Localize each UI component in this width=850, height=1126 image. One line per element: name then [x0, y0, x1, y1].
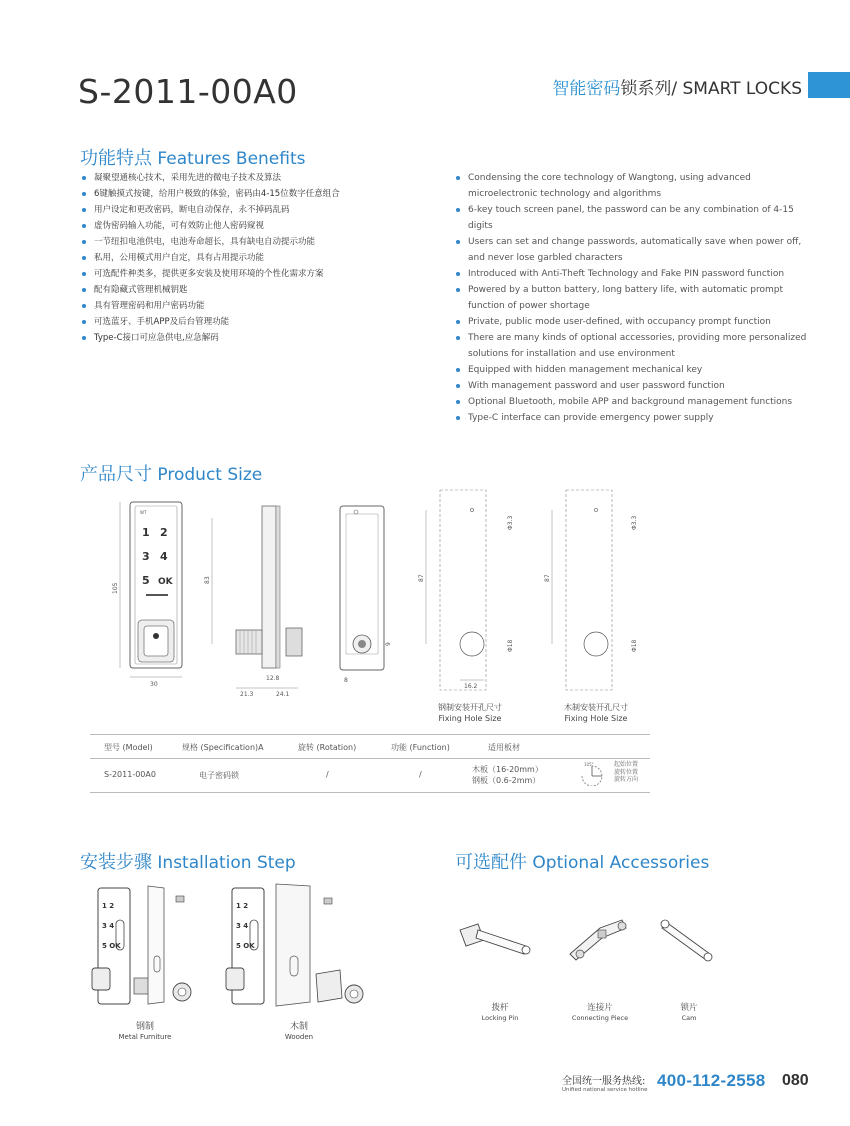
series-cn-rest: 锁系列/	[620, 79, 678, 99]
install-steel-caption	[100, 1022, 190, 1041]
accessories-title-en: Optional Accessories	[527, 853, 710, 873]
accessory-cn: 锁片	[680, 1003, 698, 1013]
list-item: Optional Bluetooth, mobile APP and background management functions	[456, 394, 816, 410]
features-title	[80, 144, 306, 170]
side-view	[204, 506, 302, 698]
row-function: /	[419, 770, 422, 779]
accessories-illustrations	[450, 910, 750, 970]
product-dimension-drawings	[100, 484, 660, 714]
steel-hole-caption-cn: 钢制安装开孔尺寸	[438, 703, 502, 712]
list-item: 虚伪密码输入功能，可有效防止他人密码窥视	[82, 218, 442, 234]
connecting-piece-drawing	[570, 920, 626, 960]
accessory-cam	[664, 1003, 714, 1022]
col-header-function: 功能 (Function)	[391, 743, 450, 752]
list-item: Introduced with Anti-Theft Technology and Fake PIN password function	[456, 266, 816, 282]
series-title	[552, 74, 802, 99]
list-item: 具有管理密码和用户密码功能	[82, 298, 442, 314]
key-5: 5	[142, 574, 150, 587]
legend-direction: 旋转方向	[614, 776, 639, 783]
hotline-cn: 全国统一服务热线:	[562, 1076, 646, 1087]
list-item: Private, public mode user-defined, with occupancy prompt function	[456, 314, 816, 330]
locking-pin-drawing	[460, 924, 530, 954]
dim-width: 30	[150, 681, 158, 688]
list-item: 凝聚望通核心技术，采用先进的微电子技术及算法	[82, 170, 442, 186]
wood-hole-caption-cn: 木制安装开孔尺寸	[564, 703, 628, 712]
features-cn-list	[82, 170, 442, 346]
list-item: Type-C接口可应急供电,应急解码	[82, 330, 442, 346]
wood-hole-caption	[546, 702, 646, 724]
list-item: Equipped with hidden management mechanical key	[456, 362, 816, 378]
dim-12-8: 12.8	[266, 675, 280, 682]
front-view	[112, 502, 182, 688]
svg-text:3 4: 3 4	[102, 922, 115, 930]
features-en-list	[456, 170, 816, 426]
page-number: 080	[782, 1072, 809, 1089]
list-item: 可选配件种类多，提供更多安装及使用环境的个性化需求方案	[82, 266, 442, 282]
row-board-steel: 钢板（0.6-2mm）	[472, 776, 541, 785]
row-board-wood: 木板（16-20mm）	[472, 765, 543, 774]
legend-rotate: 旋转位置	[614, 768, 639, 776]
list-item: 私用，公用模式用户自定，具有占用提示功能	[82, 250, 442, 266]
dim-steel-phi18: Φ18	[507, 639, 514, 652]
series-accent-bar	[808, 72, 850, 98]
col-header-rotation: 旋转 (Rotation)	[298, 743, 357, 752]
table-divider-bottom	[90, 792, 650, 793]
accessory-en: Cam	[681, 1014, 697, 1022]
dim-wood-phi18: Φ18	[631, 639, 638, 652]
product-size-title	[80, 460, 262, 486]
accessories-title	[455, 848, 709, 874]
col-header-model: 型号 (Model)	[104, 743, 153, 752]
row-model: S-2011-00A0	[104, 770, 156, 779]
rotation-degree: 105°	[584, 762, 594, 767]
install-steel-cn: 钢制	[135, 1022, 154, 1032]
rotation-legend	[614, 761, 638, 784]
accessory-locking-pin	[470, 1003, 530, 1022]
list-item: 6-key touch screen panel, the password can be any combination of 4-15 digits	[456, 202, 816, 234]
wood-hole-caption-en: Fixing Hole Size	[564, 714, 628, 723]
legend-start: 起始位置	[614, 761, 639, 768]
dim-8: 8	[344, 677, 348, 684]
row-spec: 电子密码锁	[199, 771, 239, 780]
accessory-en: Connecting Piece	[571, 1014, 629, 1022]
dim-wood-phi3: Φ3.3	[631, 515, 638, 530]
list-item: 可选蓝牙、手机APP及后台管理功能	[82, 314, 442, 330]
cam-drawing	[661, 920, 712, 961]
table-divider-top	[90, 734, 650, 735]
dim-24-1: 24.1	[276, 691, 290, 698]
series-en: SMART LOCKS	[677, 79, 802, 99]
brand-logo: WT	[140, 510, 147, 515]
steel-hole-caption-en: Fixing Hole Size	[438, 714, 502, 723]
steel-hole-template	[418, 490, 514, 690]
install-steel-en: Metal Furniture	[118, 1033, 172, 1041]
model-title: S-2011-00A0	[78, 72, 298, 111]
dim-height: 105	[112, 582, 119, 594]
list-item: 一节纽扣电池供电，电池寿命超长，具有缺电自动提示功能	[82, 234, 442, 250]
steel-hole-caption	[420, 702, 520, 724]
dim-wood-87: 87	[544, 574, 551, 582]
dim-9: 9	[385, 642, 392, 646]
install-wood-drawing	[226, 884, 363, 1006]
accessory-connecting-piece	[560, 1003, 640, 1022]
dim-h83: 83	[204, 576, 211, 584]
back-view	[340, 506, 392, 684]
series-cn-blue: 智能密码	[552, 79, 621, 99]
install-wood-cn: 木制	[289, 1022, 308, 1032]
svg-text:5 OK: 5 OK	[236, 942, 255, 950]
table-divider-mid	[90, 758, 650, 759]
col-header-board: 适用板材	[488, 743, 520, 752]
list-item: Users can set and change passwords, automatically save when power off, and never lose garbled characters	[456, 234, 816, 266]
svg-text:5 OK: 5 OK	[102, 942, 121, 950]
list-item: There are many kinds of optional accessories, providing more personalized solutions for installation and use environment	[456, 330, 816, 362]
install-wood-caption	[254, 1022, 344, 1041]
key-ok: OK	[158, 577, 173, 587]
features-title-cn: 功能特点	[80, 148, 152, 169]
installation-title-en: Installation Step	[152, 853, 296, 873]
svg-text:1 2: 1 2	[236, 902, 249, 910]
dim-16-2: 16.2	[464, 683, 478, 690]
col-header-spec: 规格 (Specification)A	[182, 743, 264, 752]
hotline-number: 400-112-2558	[657, 1071, 766, 1090]
features-title-en: Features Benefits	[152, 149, 306, 169]
list-item: Type-C interface can provide emergency power supply	[456, 410, 816, 426]
accessory-cn: 连接片	[587, 1003, 613, 1013]
list-item: Condensing the core technology of Wangtong, using advanced microelectronic technology and algorithms	[456, 170, 816, 202]
dim-21-3: 21.3	[240, 691, 254, 698]
svg-text:3 4: 3 4	[236, 922, 249, 930]
accessory-en: Locking Pin	[481, 1014, 519, 1022]
product-size-title-en: Product Size	[152, 465, 263, 485]
hotline-label	[562, 1072, 648, 1093]
row-rotation: /	[326, 770, 329, 779]
list-item: 6键触摸式按键，给用户极致的体验，密码由4-15位数字任意组合	[82, 186, 442, 202]
installation-illustrations	[80, 880, 380, 1020]
list-item: With management password and user password function	[456, 378, 816, 394]
dim-steel-phi3: Φ3.3	[507, 515, 514, 530]
accessory-cn: 拨杆	[491, 1003, 509, 1013]
wood-hole-template	[544, 490, 638, 690]
svg-text:1 2: 1 2	[102, 902, 115, 910]
accessories-title-cn: 可选配件	[455, 852, 527, 873]
key-4: 4	[160, 550, 168, 563]
install-wood-en: Wooden	[284, 1033, 314, 1041]
install-steel-drawing	[92, 886, 191, 1004]
dim-steel-87: 87	[418, 574, 425, 582]
key-1: 1	[142, 526, 150, 539]
key-3: 3	[142, 550, 150, 563]
installation-title	[80, 848, 296, 874]
rotation-diagram-icon	[578, 762, 608, 786]
hotline-en: Unified national service hotline	[562, 1087, 648, 1093]
list-item: Powered by a button battery, long battery life, with automatic prompt function of power shortage	[456, 282, 816, 314]
list-item: 配有隐藏式管理机械钥匙	[82, 282, 442, 298]
installation-title-cn: 安装步骤	[80, 852, 152, 873]
key-2: 2	[160, 526, 168, 539]
list-item: 用户设定和更改密码，断电自动保存，永不掉码乱码	[82, 202, 442, 218]
product-size-title-cn: 产品尺寸	[80, 464, 152, 485]
